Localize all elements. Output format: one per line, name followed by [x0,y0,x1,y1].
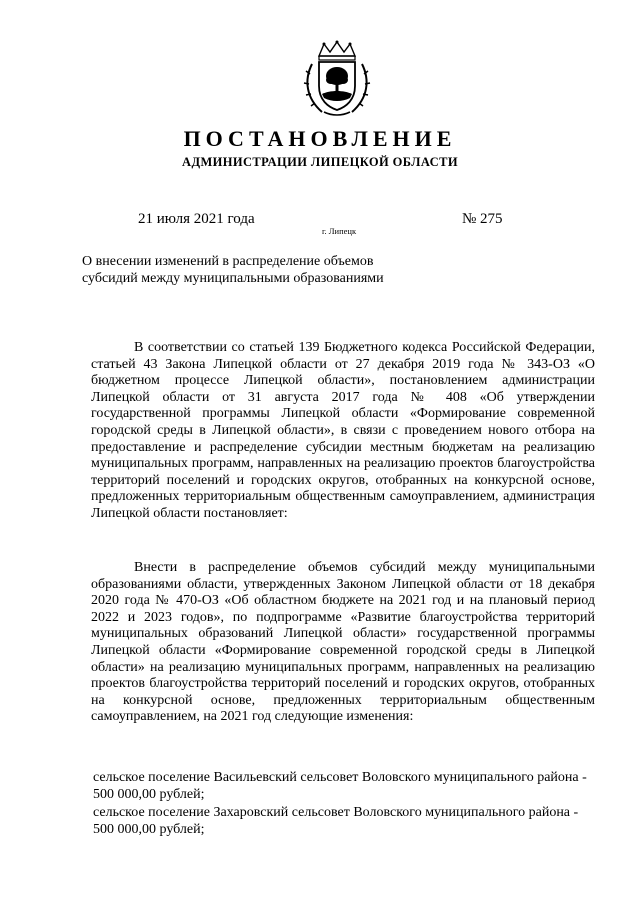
document-subject: О внесении изменений в распределение объемов субсидий между муниципальными образованиями [82,254,384,286]
body-paragraph-2: Внести в распределение объемов субсидий между муниципальными образованиями области, утвержденных Законом Липецкой области от 18 декабря 2020 года № 470-ОЗ «Об областном бюджете на 2021 год и на плановый период 2022 и 2023 годов», по подпрограмме «Развитие благоустройства территорий муниципальных образований Липецкой области» государственной программы Липецкой области «Формирование современной городской среды в Липецкой области» на реализацию муниципальных программ, направленных на реализацию проектов благоустройства территорий поселений и городских округов, отобранных на конкурсной основе, предложенных территориальным общественным самоуправлением, на 2021 год следующие изменения: [91,560,595,725]
document-date: 21 июля 2021 года [138,211,255,227]
body-paragraph-1: В соответствии со статьей 139 Бюджетного кодекса Российской Федерации, статьей 43 Закона Липецкой области от 27 декабря 2019 года № 343-ОЗ «О бюджетном процессе Липецкой области», постановлением администрации Липецкой области от 31 августа 2017 года № 408 «Об утверждении государственной программы Липецкой области «Формирование современной городской среды в Липецкой области», в связи с проведением нового отбора на предоставление и распределение субсидии местным бюджетам на реализацию муниципальных программ, направленных на реализацию проектов благоустройства территорий поселений и городских округов, отобранных на конкурсной основе, предложенных территориальным общественным самоуправлением, администрация Липецкой области постановляет: [91,340,595,521]
document-title: ПОСТАНОВЛЕНИЕ [183,126,457,151]
list-item: сельское поселение Захаровский сельсовет Воловского муниципального района - 500 000,00 рублей; [93,805,579,837]
list-item: сельское поселение Васильевский сельсовет Воловского муниципального района - 500 000,00 рублей; [93,770,587,802]
document-place: г. Липецк [322,226,357,236]
issuing-authority: АДМИНИСТРАЦИИ ЛИПЕЦКОЙ ОБЛАСТИ [182,155,458,169]
coat-of-arms-emblem [302,40,372,118]
document-number: № 275 [462,211,503,227]
